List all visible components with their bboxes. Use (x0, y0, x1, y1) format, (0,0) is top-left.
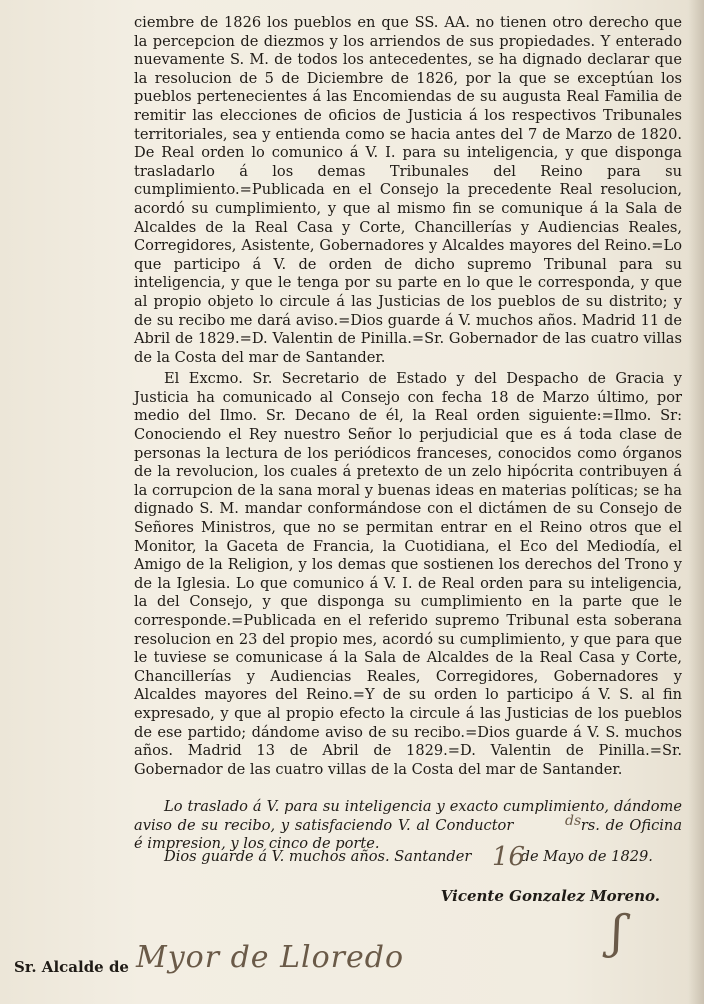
closing-instruction-after: rs. de Oficina é impresion, y los cinco de porte. (134, 816, 683, 853)
closing-date-line (134, 848, 682, 867)
page-edge-shadow (688, 0, 704, 1004)
ink-flourish-mark: ʃ (611, 905, 624, 959)
signature-name: Vicente Gonzalez Moreno. (440, 887, 660, 905)
body-paragraph-1: ciembre de 1826 los pueblos en que SS. AA. no tienen otro derecho que la percepcion de diezmos y los arriendos de sus propiedades. Y enterado nuevamente S. M. de todos los antecedentes, se ha dignado declarar que la resolucion de 5 de Diciembre de 1826, por la que se exceptúan los pueblos pertenecientes á las Encomiendas de su augusta Real Familia de remitir las elecciones de oficios de Justicia á los respectivos Tribunales territoriales, sea y entienda como se hacia antes del 7 de Marzo de 1820. De Real orden lo comunico á V. I. para su inteligencia, y que disponga trasladarlo á los demas Tribunales del Reino para su cumplimiento.=Publicada en el Consejo la precedente Real resolucion, acordó su cumplimiento, y que al mismo fin se comunique á la Sala de Alcaldes de la Real Casa y Corte, Chancillerías y Audiencias Reales, Corregidores, Asistente, Gobernadores y Alcaldes mayores del Reino.=Lo que participo á V. de orden de dicho supremo Tribunal para su inteligencia, y que le tenga por su parte en lo que le corresponda, y que al propio objeto lo circule á las Justicias de los pueblos de su distrito; y de su recibo me dará aviso.=Dios guarde á V. muchos años. Madrid 11 de Abril de 1829.=D. Valentin de Pinilla.=Sr. Gobernador de las cuatro villas de la Costa del mar de Santander. (134, 14, 682, 366)
closing-date-after: de Mayo de 1829. (520, 848, 653, 865)
closing-date-before: Dios guarde á V. muchos años. Santander (164, 848, 472, 865)
closing-instruction (134, 798, 682, 854)
closing-instruction-before: Lo traslado á V. para su inteligencia y exacto cumplimiento, dándome aviso de su recibo, y satisfaciendo V. al Conductor (134, 798, 682, 834)
handwritten-addressee: Myor de Lloredo (136, 940, 405, 975)
handwritten-day: 16 (492, 842, 526, 872)
body-paragraph-2: El Excmo. Sr. Secretario de Estado y del Despacho de Gracia y Justicia ha comunicado al Consejo con fecha 18 de Marzo último, por medio del Ilmo. Sr. Decano de él, la Real orden siguiente:=Ilmo. Sr: Conociendo el Rey nuestro Señor lo perjudicial que es á toda clase de personas la lectura de los periódicos franceses, conocidos como órganos de la revolucion, los cuales á pretexto de un zelo hipócrita contribuyen á la corrupcion de la sana moral y buenas ideas en materias políticas; se ha dignado S. M. mandar conformándose con el dictámen de su Consejo de Señores Ministros, que no se permitan entrar en el Reino otros que el Monitor, la Gaceta de Francia, la Cuotidiana, el Eco del Mediodía, el Amigo de la Religion, y los demas que sostienen los derechos del Trono y de la Iglesia. Lo que comunico á V. I. de Real orden para su inteligencia, la del Consejo, y que disponga su cumplimiento en la parte que le corresponde.=Publicada en el referido supremo Tribunal esta soberana resolucion en 23 del propio mes, acordó su cumplimiento, y que para que le tuviese se comunicase á la Sala de Alcaldes de la Real Casa y Corte, Chancillerías y Audiencias Reales, Corregidores, Gobernadores y Alcaldes mayores del Reino.=Y de su orden lo participo á V. S. al fin expresado, y que al propio efecto la circule á las Justicias de los pueblos de ese partido; dándome aviso de su recibo.=Dios guarde á V. S. muchos años. Madrid 13 de Abril de 1829.=D. Valentin de Pinilla.=Sr. Gobernador de las cuatro villas de la Costa del mar de Santander. (134, 370, 682, 778)
handwritten-amount: ds (565, 813, 582, 829)
document-body (134, 14, 682, 779)
addressee-label: Sr. Alcalde de (14, 958, 129, 976)
